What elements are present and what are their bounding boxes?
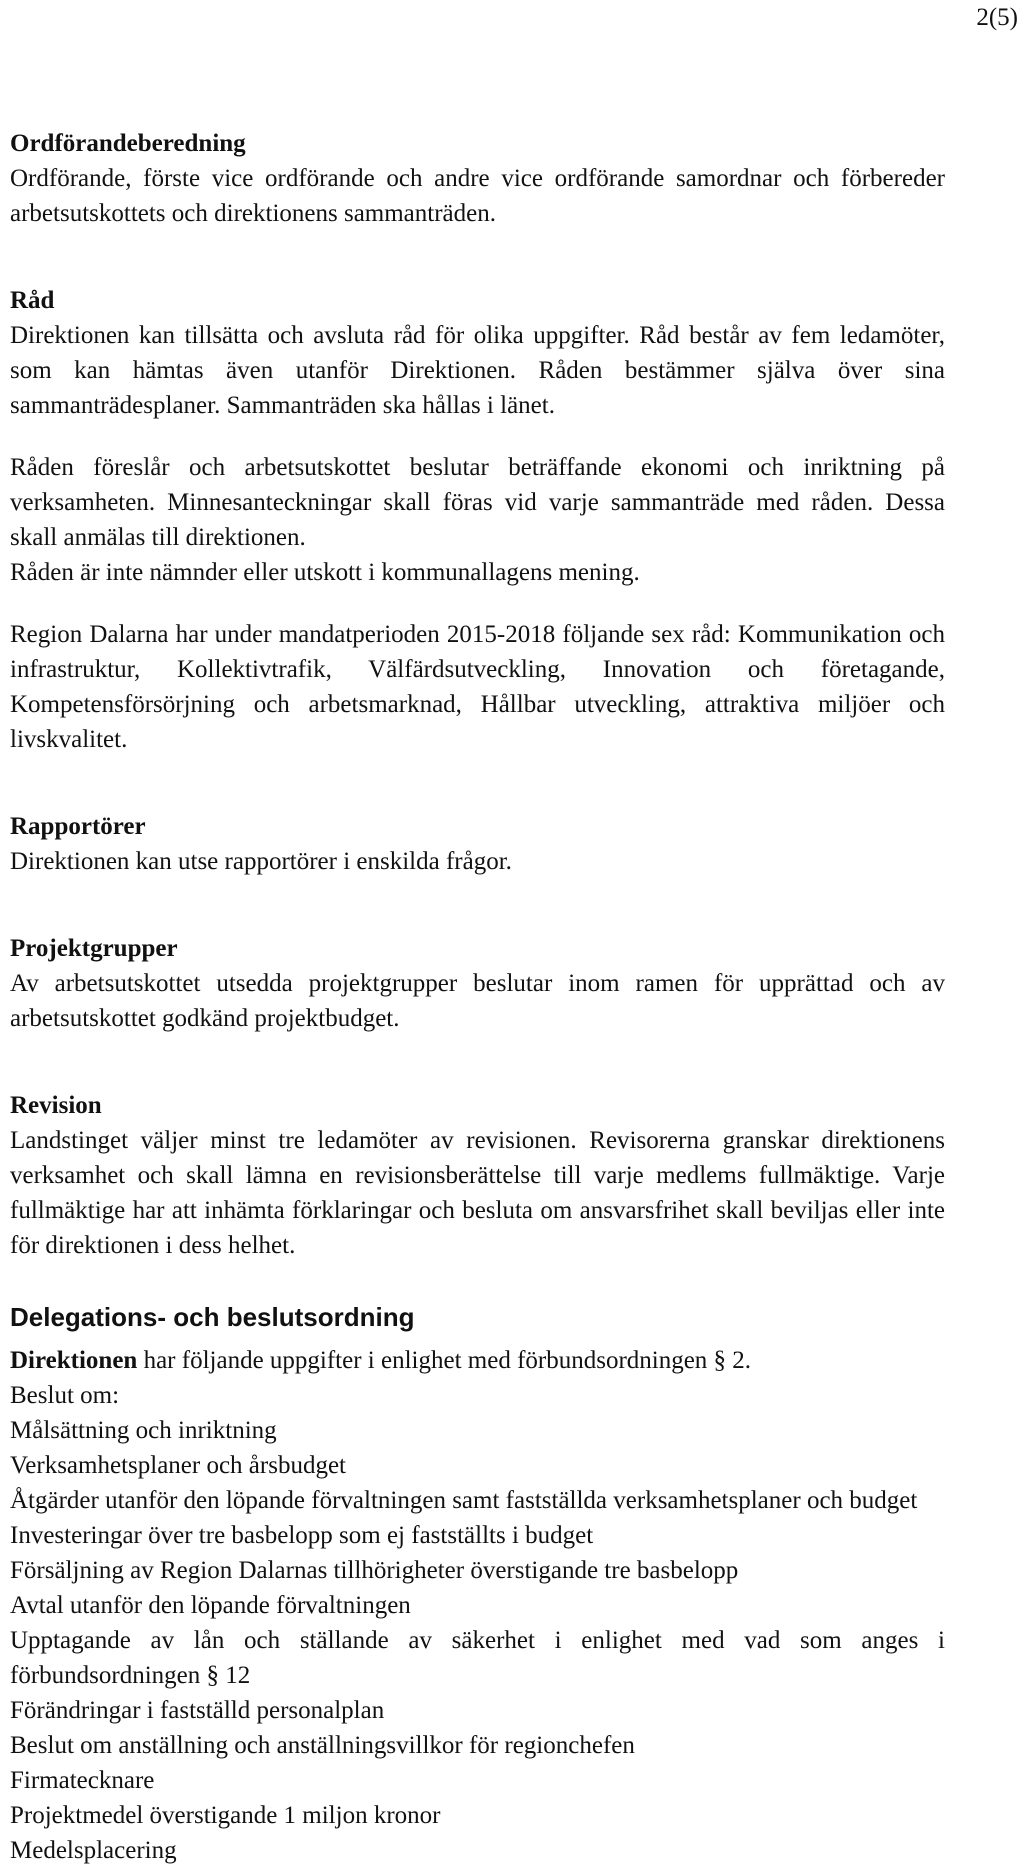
section-ordforandeberedning bbox=[10, 126, 945, 231]
list-item: Förändringar i fastställd personalplan bbox=[10, 1697, 385, 1724]
section-heading: Revision bbox=[10, 1092, 102, 1119]
section-heading: Råd bbox=[10, 287, 55, 314]
paragraph: Direktionen kan utse rapportörer i enskilda frågor. bbox=[10, 848, 512, 875]
document-body bbox=[10, 126, 945, 1868]
list-item: Målsättning och inriktning bbox=[10, 1417, 277, 1444]
list-item: Projektmedel överstigande 1 miljon kronor bbox=[10, 1802, 441, 1829]
section-delegation bbox=[10, 1299, 945, 1868]
list-item: Firmatecknare bbox=[10, 1767, 155, 1794]
beslut-om-label: Beslut om: bbox=[10, 1382, 120, 1409]
lead-bold: Direktionen bbox=[10, 1347, 138, 1374]
paragraph: Ordförande, förste vice ordförande och andre vice ordförande samordnar och förbereder arbetsutskottets och direktionens sammanträden. bbox=[10, 165, 945, 227]
list-item: Investeringar över tre basbelopp som ej fastställts i budget bbox=[10, 1522, 594, 1549]
list-item: Upptagande av lån och ställande av säkerhet i enlighet med vad som anges i förbundsordningen § 12 bbox=[10, 1627, 945, 1689]
list-item: Medelsplacering bbox=[10, 1837, 177, 1864]
page-number: 2(5) bbox=[976, 4, 1018, 31]
list-item: Försäljning av Region Dalarnas tillhörigheter överstigande tre basbelopp bbox=[10, 1557, 739, 1584]
paragraph: Direktionen kan tillsätta och avsluta råd för olika uppgifter. Råd består av fem ledamöter, som kan hämtas även utanför Direktionen. Råden bestämmer själva över sina sammanträdesplaner. Sammanträden ska hållas i länet. bbox=[10, 322, 945, 419]
list-item: Avtal utanför den löpande förvaltningen bbox=[10, 1592, 411, 1619]
section-revision bbox=[10, 1088, 945, 1263]
list-item: Beslut om anställning och anställningsvillkor för regionchefen bbox=[10, 1732, 635, 1759]
delegation-lead bbox=[10, 1343, 945, 1378]
paragraph: Region Dalarna har under mandatperioden 2015-2018 följande sex råd: Kommunikation och infrastruktur, Kollektivtrafik, Välfärdsutveckling, Innovation och företagande, Kompetensförsörjning och arbetsmarknad, Hållbar utveckling, attraktiva miljöer och livskvalitet. bbox=[10, 621, 945, 753]
delegation-list bbox=[10, 1413, 945, 1868]
list-item: Åtgärder utanför den löpande förvaltningen samt fastställda verksamhetsplaner och budget bbox=[10, 1487, 918, 1514]
paragraph: Av arbetsutskottet utsedda projektgrupper beslutar inom ramen för upprättad och av arbetsutskottet godkänd projektbudget. bbox=[10, 970, 945, 1032]
section-heading: Ordförandeberedning bbox=[10, 130, 246, 157]
section-rad bbox=[10, 283, 945, 757]
paragraph: Råden är inte nämnder eller utskott i kommunallagens mening. bbox=[10, 559, 640, 586]
section-rapportorer bbox=[10, 809, 945, 879]
lead-text: har följande uppgifter i enlighet med förbundsordningen § 2. bbox=[137, 1347, 752, 1374]
paragraph: Landstinget väljer minst tre ledamöter av revisionen. Revisorerna granskar direktionens verksamhet och skall lämna en revisionsberättelse till varje medlems fullmäktige. Varje fullmäktige har att inhämta förklaringar och besluta om ansvarsfrihet skall beviljas eller inte för direktionen i dess helhet. bbox=[10, 1127, 945, 1259]
list-item: Verksamhetsplaner och årsbudget bbox=[10, 1452, 346, 1479]
section-projektgrupper bbox=[10, 931, 945, 1036]
section-heading: Rapportörer bbox=[10, 813, 146, 840]
section-heading: Delegations- och beslutsordning bbox=[10, 1302, 415, 1332]
section-heading: Projektgrupper bbox=[10, 935, 178, 962]
paragraph: Råden föreslår och arbetsutskottet beslutar beträffande ekonomi och inriktning på verksamheten. Minnesanteckningar skall föras vid varje sammanträde med råden. Dessa skall anmälas till direktionen. bbox=[10, 454, 945, 551]
